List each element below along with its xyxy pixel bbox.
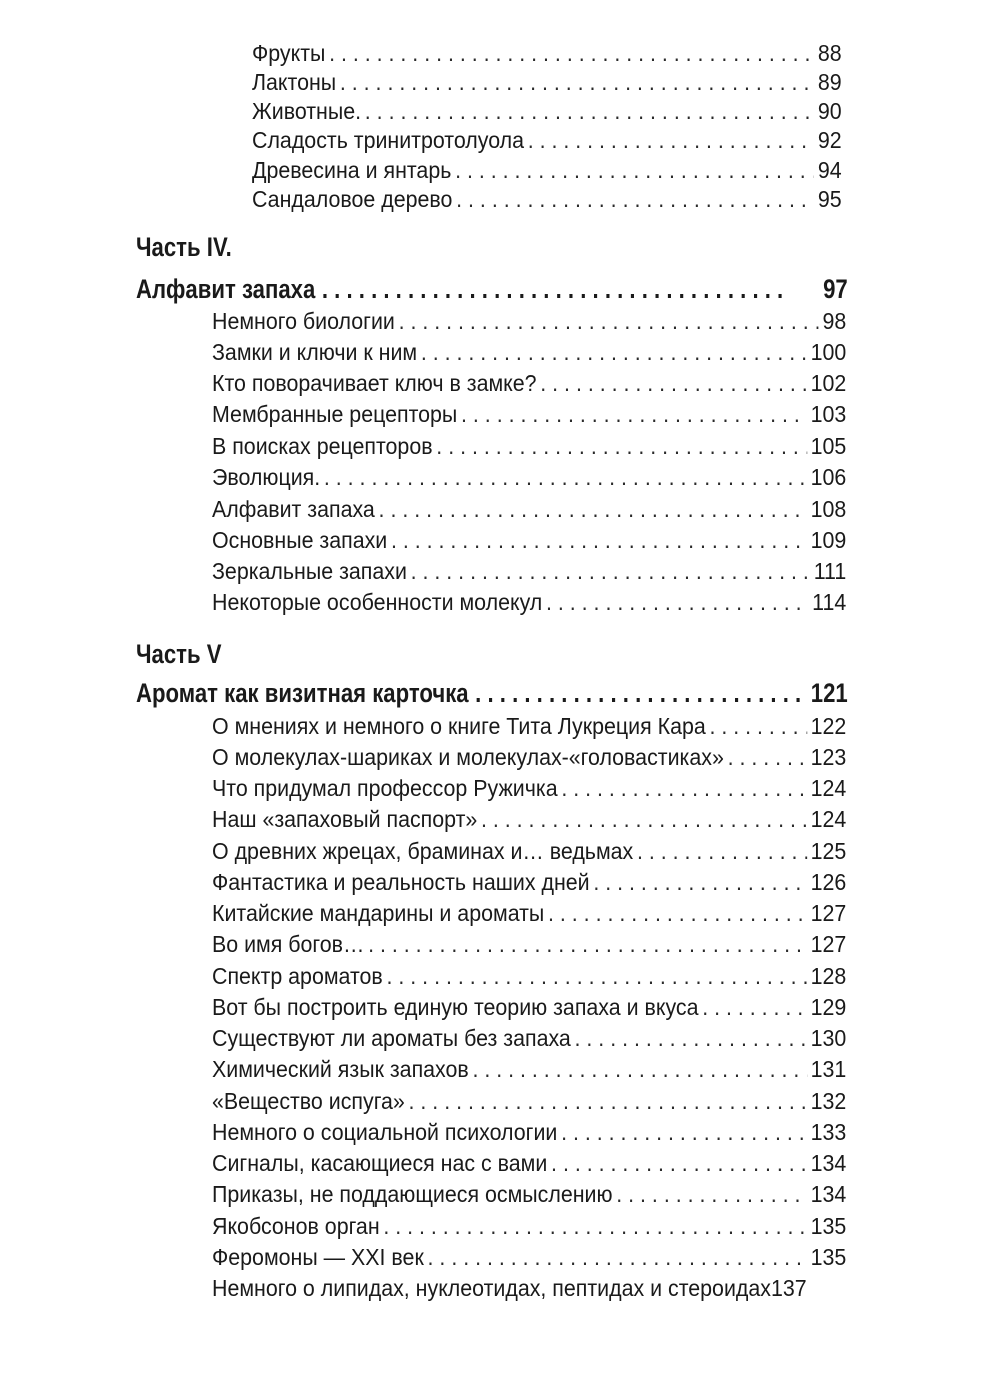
- toc-entry-title: Химический язык запахов: [212, 1056, 469, 1082]
- toc-entry-title: Существуют ли ароматы без запаха: [212, 1025, 571, 1051]
- toc-leader-dots: [561, 1117, 807, 1147]
- toc-entry-page: 132: [810, 1088, 847, 1114]
- toc-entry[interactable]: [212, 525, 846, 555]
- toc-entry[interactable]: [212, 867, 846, 897]
- toc-entry[interactable]: [212, 898, 846, 928]
- toc-entry-page: 122: [810, 713, 847, 739]
- toc-entry-title: О молекулах-шариках и молекулах-«головастиках»: [212, 744, 724, 770]
- toc-entry[interactable]: [212, 556, 846, 586]
- toc-entry-page: 100: [810, 339, 847, 365]
- toc-entry[interactable]: [252, 184, 842, 214]
- toc-entry-title: Что придумал профессор Ружичка: [212, 775, 558, 801]
- toc-leader-dots: [409, 1086, 807, 1116]
- toc-leader-dots: [411, 556, 810, 586]
- toc-entry-page: 105: [810, 433, 847, 459]
- toc-entry[interactable]: [212, 306, 846, 336]
- toc-entry-title: Эволюция.: [212, 464, 321, 490]
- toc-entry-page: 124: [810, 775, 847, 801]
- toc-leader-dots: [399, 306, 819, 336]
- toc-entry-page: 94: [817, 157, 842, 183]
- toc-entry-page: 92: [817, 127, 842, 153]
- toc-entry-title: Замки и ключи к ним: [212, 339, 418, 365]
- toc-entry-title: Животные.: [252, 98, 362, 124]
- toc-entry-page: 103: [810, 401, 847, 427]
- toc-leader-dots: [368, 929, 807, 959]
- toc-entry-page: 108: [810, 496, 847, 522]
- toc-entry[interactable]: [212, 494, 846, 524]
- toc-entry[interactable]: [252, 155, 842, 185]
- toc-entry-title: Алфавит запаха: [212, 496, 375, 522]
- toc-leader-dots: [546, 587, 808, 617]
- toc-entry[interactable]: [212, 587, 846, 617]
- toc-entry-title: Сладость тринитротолуола: [252, 127, 525, 153]
- toc-leader-dots: [324, 462, 807, 492]
- part-page: 97: [823, 274, 848, 304]
- toc-entry-title: Сигналы, касающиеся нас с вами: [212, 1150, 548, 1176]
- toc-entry-page: 109: [810, 527, 847, 553]
- toc-entry[interactable]: [212, 1273, 846, 1303]
- toc-leader-dots: [436, 431, 807, 461]
- part-label: Часть V: [136, 639, 222, 669]
- toc-entry-page: 98: [822, 308, 847, 334]
- toc-leader-dots: [428, 1242, 807, 1272]
- toc-leader-dots: [472, 1054, 806, 1084]
- toc-entry[interactable]: [252, 96, 842, 126]
- toc-entry-page: 130: [810, 1025, 847, 1051]
- toc-leader-dots: [540, 368, 807, 398]
- part-title: Аромат как визитная карточка: [136, 678, 469, 708]
- toc-leader-dots: [481, 804, 807, 834]
- toc-entry[interactable]: [212, 431, 846, 461]
- toc-leader-dots: [340, 67, 814, 97]
- toc-leader-dots: [709, 711, 806, 741]
- toc-entry-page: 125: [810, 838, 847, 864]
- toc-entry[interactable]: [212, 399, 846, 429]
- toc-leader-dots: [379, 494, 807, 524]
- toc-entry[interactable]: [212, 961, 846, 991]
- toc-entry[interactable]: [212, 1117, 846, 1147]
- toc-leader-dots: [575, 1023, 807, 1053]
- toc-entry-title: Немного о липидах, нуклеотидах, пептидах и стероидах: [212, 1275, 771, 1301]
- toc-leader-dots: [548, 898, 807, 928]
- toc-entry-page: 134: [810, 1150, 847, 1176]
- toc-leader-dots: [391, 525, 807, 555]
- toc-entry[interactable]: [212, 1242, 846, 1272]
- toc-entry-page: 137: [770, 1275, 807, 1301]
- toc-entry-title: Древесина и янтарь: [252, 157, 452, 183]
- toc-entry[interactable]: [252, 125, 842, 155]
- toc-entry[interactable]: [212, 742, 846, 772]
- toc-entry-page: 127: [810, 931, 847, 957]
- toc-entry[interactable]: [212, 462, 846, 492]
- toc-entry[interactable]: [212, 804, 846, 834]
- toc-entry[interactable]: [212, 1054, 846, 1084]
- toc-entry-page: 90: [817, 98, 842, 124]
- toc-entry-title: Зеркальные запахи: [212, 558, 407, 584]
- toc-entry-title: Фрукты: [252, 40, 326, 66]
- toc-entry[interactable]: [212, 1148, 846, 1178]
- toc-entry-title: Фантастика и реальность наших дней: [212, 869, 590, 895]
- toc-leader-dots: [475, 676, 804, 710]
- toc-leader-dots: [329, 38, 814, 68]
- toc-entry-page: 126: [810, 869, 847, 895]
- toc-entry-page: 102: [810, 370, 847, 396]
- toc-entry-page: 111: [813, 558, 847, 584]
- toc-entry[interactable]: [252, 38, 842, 68]
- part-title: Алфавит запаха: [136, 274, 316, 304]
- toc-entry-page: 133: [810, 1119, 847, 1145]
- toc-entry-title: Лактоны: [252, 69, 337, 95]
- toc-leader-dots: [421, 337, 807, 367]
- toc-entry-page: 88: [817, 40, 842, 66]
- toc-entry-page: 124: [810, 806, 847, 832]
- toc-entry-title: «Вещество испуга»: [212, 1088, 405, 1114]
- toc-leader-dots: [387, 961, 807, 991]
- toc-entry-title: Кто поворачивает ключ в замке?: [212, 370, 537, 396]
- part-page: 121: [810, 678, 848, 708]
- toc-entry-title: Китайские мандарины и ароматы: [212, 900, 545, 926]
- toc-entry[interactable]: [212, 1086, 846, 1116]
- toc-entry-title: Основные запахи: [212, 527, 388, 553]
- toc-entry-page: 127: [810, 900, 847, 926]
- toc-entry-title: Мембранные рецепторы: [212, 401, 458, 427]
- toc-entry[interactable]: [212, 1211, 846, 1241]
- toc-leader-dots: [322, 272, 817, 306]
- toc-entry[interactable]: [212, 992, 846, 1022]
- part-title-entry[interactable]: [136, 676, 848, 710]
- toc-entry[interactable]: [212, 337, 846, 367]
- toc-entry-page: 129: [810, 994, 847, 1020]
- toc-leader-dots: [383, 1211, 806, 1241]
- toc-entry[interactable]: [212, 1179, 846, 1209]
- toc-entry-page: 135: [810, 1244, 847, 1270]
- toc-entry-page: 134: [810, 1181, 847, 1207]
- toc-entry-page: 135: [810, 1213, 847, 1239]
- toc-entry-page: 89: [817, 69, 842, 95]
- toc-entry[interactable]: [212, 368, 846, 398]
- toc-entry-title: Сандаловое дерево: [252, 186, 453, 212]
- toc-entry-title: Во имя богов…: [212, 931, 365, 957]
- toc-leader-dots: [455, 155, 814, 185]
- toc-entry-title: Приказы, не поддающиеся осмыслению: [212, 1181, 613, 1207]
- toc-leader-dots: [728, 742, 807, 772]
- toc-entry-title: Якобсонов орган: [212, 1213, 380, 1239]
- toc-entry-title: Спектр ароматов: [212, 963, 383, 989]
- toc-leader-dots: [456, 184, 814, 214]
- toc-leader-dots: [637, 836, 807, 866]
- toc-leader-dots: [365, 96, 814, 126]
- toc-entry[interactable]: [252, 67, 842, 97]
- toc-entry-title: Вот бы построить единую теорию запаха и вкуса: [212, 994, 699, 1020]
- part-label: Часть IV.: [136, 232, 232, 262]
- toc-entry[interactable]: [212, 1023, 846, 1053]
- toc-entry-title: Немного биологии: [212, 308, 395, 334]
- toc-leader-dots: [702, 992, 807, 1022]
- toc-entry-title: О мнениях и немного о книге Тита Лукреция Кара: [212, 713, 706, 739]
- toc-entry-page: 114: [812, 589, 847, 615]
- toc-leader-dots: [551, 1148, 807, 1178]
- toc-entry-title: О древних жрецах, браминах и… ведьмах: [212, 838, 634, 864]
- toc-entry-title: В поисках рецепторов: [212, 433, 433, 459]
- toc-entry-page: 95: [817, 186, 842, 212]
- toc-leader-dots: [593, 867, 807, 897]
- toc-leader-dots: [561, 773, 807, 803]
- toc-entry[interactable]: [212, 836, 846, 866]
- toc-entry[interactable]: [212, 711, 846, 741]
- toc-entry[interactable]: [212, 929, 846, 959]
- toc-leader-dots: [616, 1179, 807, 1209]
- toc-leader-dots: [461, 399, 807, 429]
- toc-entry-page: 123: [810, 744, 847, 770]
- toc-entry-title: Немного о социальной психологии: [212, 1119, 558, 1145]
- toc-entry-title: Феромоны — XXI век: [212, 1244, 424, 1270]
- toc-entry-title: Некоторые особенности молекул: [212, 589, 543, 615]
- toc-entry-title: Наш «запаховый паспорт»: [212, 806, 478, 832]
- toc-leader-dots: [528, 125, 814, 155]
- toc-entry[interactable]: [212, 773, 846, 803]
- toc-entry-page: 131: [810, 1056, 847, 1082]
- toc-entry-page: 106: [810, 464, 847, 490]
- part-title-entry[interactable]: [136, 272, 848, 306]
- toc-entry-page: 128: [810, 963, 847, 989]
